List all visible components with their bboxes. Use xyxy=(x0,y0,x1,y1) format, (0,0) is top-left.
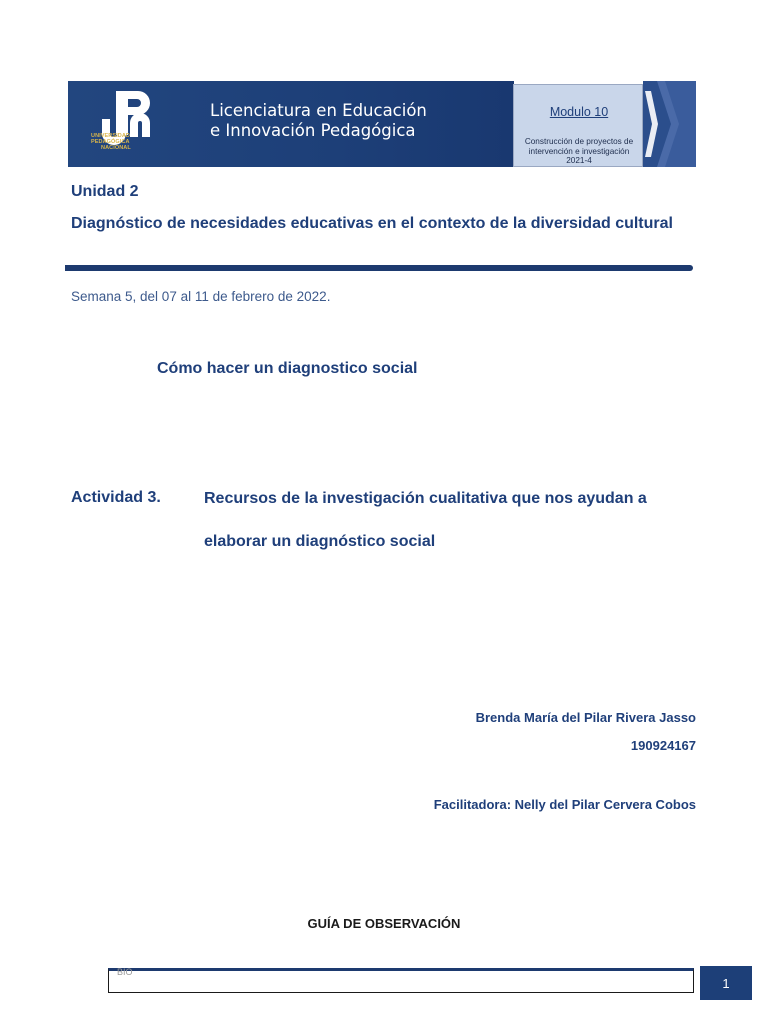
document-subtitle: Cómo hacer un diagnostico social xyxy=(157,360,418,377)
module-subtitle: Construcción de proyectos de intervención e investigación 2021-4 xyxy=(524,137,634,165)
footer-box xyxy=(108,968,694,993)
footer-initials: BIO xyxy=(117,967,133,977)
activity-title: Recursos de la investigación cualitativa que nos ayudan a elaborar un diagnóstico social xyxy=(204,490,647,550)
program-title-line-2: e Innovación Pedagógica xyxy=(210,121,416,140)
activity-label: Actividad 3. xyxy=(71,489,161,506)
header-banner xyxy=(68,81,696,167)
logo-caption xyxy=(91,133,161,151)
guide-title: GUÍA DE OBSERVACIÓN xyxy=(307,916,461,931)
facilitator: Facilitadora: Nelly del Pilar Cervera Cobos xyxy=(433,797,696,812)
unit-topic: Diagnóstico de necesidades educativas en el contexto de la diversidad cultural xyxy=(71,215,673,232)
chevron-decoration-icon xyxy=(643,81,696,167)
page-number: 1 xyxy=(700,966,752,1000)
module-title: Modulo 10 xyxy=(549,105,609,119)
logo-line-3: NACIONAL xyxy=(101,145,131,151)
module-box xyxy=(513,84,643,167)
student-id: 190924167 xyxy=(630,738,696,753)
program-title xyxy=(210,101,500,141)
program-title-line-1: Licenciatura en Educación xyxy=(210,101,427,120)
logo-line-1: UNIVERSIDAD xyxy=(91,133,130,139)
heading-divider xyxy=(65,265,693,271)
week-dates: Semana 5, del 07 al 11 de febrero de 2022. xyxy=(71,289,331,304)
unit-heading: Unidad 2 xyxy=(71,183,139,200)
banner-main xyxy=(68,81,514,167)
logo-line-2: PEDAGÓGICA xyxy=(91,139,130,145)
student-name: Brenda María del Pilar Rivera Jasso xyxy=(475,710,696,725)
